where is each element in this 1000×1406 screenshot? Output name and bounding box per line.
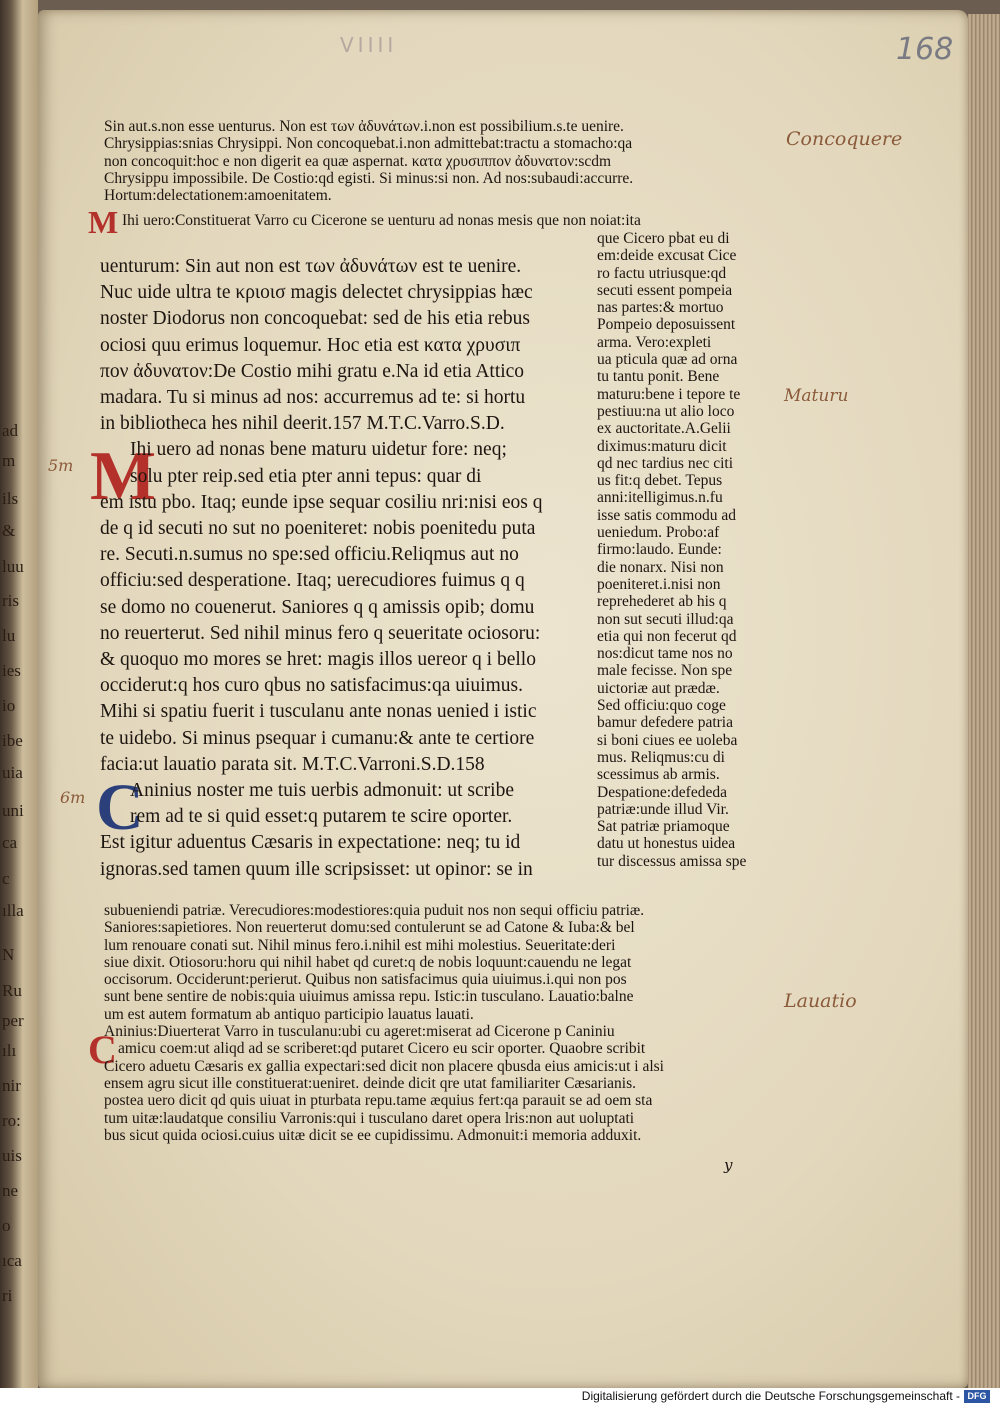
left-page-fragment: uis xyxy=(2,1146,22,1165)
commentary-line: postea uero dicit qd quis uiuat in pturbata repu.tame æquius fert:qa parauit se ad oem sta xyxy=(104,1092,653,1110)
left-page-fragment: uni xyxy=(2,801,24,820)
left-page-fragment: ris xyxy=(2,591,19,610)
commentary-line: siue dixit. Otiosoru:horu qui nihil habet qd curet:q de nobis loquunt:cauendu ne legat xyxy=(104,953,632,971)
commentary-intro-line xyxy=(122,212,782,229)
left-page-fragment: lu xyxy=(2,626,16,645)
text-line: Ihi uero ad nonas bene maturu uidetur fore: neq; xyxy=(130,439,507,461)
left-page-fragment: io xyxy=(2,696,16,715)
text-line: te uidebo. Si minus psequar i cumanu:& ante te certiore xyxy=(100,727,535,749)
commentary-line: Hortum:delectationem:amoenitatem. xyxy=(104,187,332,205)
side-commentary-line: datu ut honestus uidea xyxy=(597,835,736,853)
footer-credit: Digitalisierung gefördert durch die Deutsche Forschungsgemeinschaft - xyxy=(581,1389,960,1403)
marginal-note-concoquere: Concoquere xyxy=(786,128,903,150)
left-page-fragments xyxy=(0,0,36,1388)
side-commentary-line: diximus:maturu dicit xyxy=(597,437,727,455)
side-commentary-line: em:deide excusat Cice xyxy=(597,247,737,265)
side-commentary-line: Pompeio deposuissent xyxy=(597,316,736,334)
text-line: solu pter reip.sed etia pter anni tepus: quar di xyxy=(130,465,482,487)
commentary-line: ensem agru sicut ille constituerat:ueniret. deinde dicit qre utat familiariter Cæsarianis. xyxy=(104,1074,636,1092)
left-page-fragment: ılla xyxy=(2,901,24,920)
left-page-fragment: luu xyxy=(2,557,24,576)
left-page-fragment: o xyxy=(2,1216,11,1235)
text-line: rem ad te si quid esset:q putarem te scire oporter. xyxy=(130,806,513,828)
left-page-fragment: ro: xyxy=(2,1111,21,1130)
folio-number: 168 xyxy=(896,32,954,67)
commentary-line: Sin aut.s.non esse uenturus. Non est των ἀδυνάτων.i.non est possibilium.s.te uenire. xyxy=(104,118,624,135)
left-page-fragment: m xyxy=(2,451,16,470)
text-line: in bibliotheca hes nihil deerit.157 M.T.C.Varro.S.D. xyxy=(100,413,505,435)
commentary-line: lum renouare conati sut. Nihil minus fero.i.nihil est mihi molestius. Seueritate:deri xyxy=(104,936,616,954)
side-commentary-line: secuti essent pompeia xyxy=(597,281,733,299)
commentary-line: Aninius:Diuerterat Varro in tusculanu:ubi cu ageret:miserat ad Cicerone p Caniniu xyxy=(104,1023,615,1041)
side-commentary-line: scessimus ab armis. xyxy=(597,766,720,784)
initial-c-commentary: C xyxy=(88,1027,117,1072)
text-line: Mihi si spatiu fuerit i tusculanu ante nonas uenied i istic xyxy=(100,701,537,723)
side-commentary-line: us fit:q debet. Tepus xyxy=(597,472,723,490)
text-line: Nuc uide ultra te κριοισ magis delectet chrysippias hæc xyxy=(100,282,533,304)
side-commentary-line: tur discessus amissa spe xyxy=(597,852,747,870)
side-commentary-line: uictoriæ aut prædæ. xyxy=(597,679,720,697)
side-commentary-line: maturu:bene i tepore te xyxy=(597,385,741,403)
side-commentary-line: Sed officiu:quo coge xyxy=(597,697,726,715)
text-line: re. Secuti.n.sumus no spe:sed officiu.Reliqmus aut no xyxy=(100,544,519,566)
side-commentary-line: ro factu utriusque:qd xyxy=(597,264,727,282)
marginal-number-5: 5m xyxy=(48,456,74,475)
side-commentary-line: anni:itelligimus.n.fu xyxy=(597,489,723,507)
text-line: facia:ut lauatio parata sit. M.T.C.Varroni.S.D.158 xyxy=(100,753,485,775)
text-line: Est igitur aduentus Cæsaris in expectatione: neq; tu id xyxy=(100,832,521,854)
left-page-fragment: ies xyxy=(2,661,21,680)
text-line: noster Diodorus non concoquebat: sed de his etia rebus xyxy=(100,308,530,330)
side-commentary-line: arma. Vero:expleti xyxy=(597,333,712,351)
side-commentary-line: etia qui non fecerut qd xyxy=(597,627,737,645)
intro-line-text: Ihi uero:Constituerat Varro cu Cicerone se uenturu ad nonas mesis que non noiat:ita xyxy=(122,212,641,229)
text-line: πον ἀδυνατον:De Costio mihi gratu e.Na id etia Attico xyxy=(100,360,525,382)
left-page-fragment: ne xyxy=(2,1181,19,1200)
commentary-top xyxy=(104,118,784,204)
side-commentary-line: patriæ:unde illud Vir. xyxy=(597,800,729,818)
commentary-line: tum uitæ:laudatque consiliu Varronis:qui i tusculano daret opera lris:non aut uoluptati xyxy=(104,1109,635,1127)
side-commentary-line: reprehederet ab his q xyxy=(597,593,727,611)
dfg-logo: DFG xyxy=(964,1390,990,1403)
text-line: ignoras.sed tamen quum ille scripsisset: ut opinor: se in xyxy=(100,858,533,880)
side-commentary-line: ex auctoritate.A.Gelii xyxy=(597,420,731,438)
side-commentary-line: die nonarx. Nisi non xyxy=(597,558,724,576)
initial-c-main: C xyxy=(96,771,144,844)
text-line: uenturum: Sin aut non est των ἀδυνάτων est te uenire. xyxy=(100,256,522,277)
text-line: no reuerterut. Sed nihil minus fero q seueritate ociosoru: xyxy=(100,622,541,644)
signature-mark: VIIII xyxy=(340,33,398,57)
side-commentary-line: male fecisse. Non spe xyxy=(597,662,733,680)
left-page-fragment: Ru xyxy=(2,981,22,1000)
side-commentary-line: que Cicero pbat eu di xyxy=(597,230,730,247)
side-commentary-line: firmo:laudo. Eunde: xyxy=(597,541,722,559)
side-commentary-line: non sut secuti illud:qa xyxy=(597,610,734,628)
marginal-number-6: 6m xyxy=(60,788,86,807)
left-page-fragment: ils xyxy=(2,489,19,508)
side-commentary-line: poeniteret.i.nisi non xyxy=(597,575,721,593)
commentary-line: non concoquit:hoc e non digerit ea quæ aspernat. κατα χρυσιππον ἀδυνατον:scdm xyxy=(104,152,612,170)
initial-m-main: M xyxy=(90,438,157,515)
commentary-line: bus sicut quida ociosi.cuius uitæ dicit se ee cupidissimu. Admonuit:i memoria adduxit. xyxy=(104,1126,642,1144)
commentary-line: occisorum. Occiderunt:perierut. Quibus non satisfacimus quia uiuimus.i.qui non pos xyxy=(104,971,627,989)
left-page-fragment: N xyxy=(2,945,15,964)
left-page-fragment: uia xyxy=(2,763,23,782)
marginal-note-lauatio: Lauatio xyxy=(784,990,857,1012)
side-commentary-line: nos:dicut tame nos no xyxy=(597,645,733,663)
commentary-line: subueniendi patriæ. Verecudiores:modestiores:quia puduit nos non sequi officiu patriæ. xyxy=(104,902,645,919)
text-line: madara. Tu si minus ad nos: accurremus ad te: si hortu xyxy=(100,387,526,409)
left-page-fragment: nir xyxy=(2,1076,21,1095)
commentary-bottom xyxy=(104,902,776,1144)
text-line: se domo no couenerut. Saniores q q amissis opib; domu xyxy=(100,596,535,618)
initial-m-intro: M xyxy=(88,204,119,240)
text-line: & quoquo mo mores se hret: magis illos uereor q i bello xyxy=(100,649,536,671)
side-commentary-line: pestiuu:na ut alio loco xyxy=(597,402,735,420)
catchword: y xyxy=(724,1156,733,1174)
page-stack-edge xyxy=(968,14,1000,1388)
left-page-fragment: ibe xyxy=(2,731,23,750)
left-page-fragment: ıca xyxy=(2,1251,22,1270)
text-line: em istu pbo. Itaq; eunde ipse sequar cosiliu nri:nisi eos q xyxy=(100,491,543,513)
side-commentary-line: ueniedum. Probo:af xyxy=(597,524,720,542)
side-commentary-line: qd nec tardius nec citi xyxy=(597,454,734,472)
side-commentary-line: ua pticula quæ ad orna xyxy=(597,351,738,369)
left-page-fragment: ca xyxy=(2,833,18,852)
text-line: de q id secuti no sut no poeniteret: nobis poenitedu puta xyxy=(100,518,536,540)
footer-bar xyxy=(0,1388,1000,1406)
text-line: ociosi quu erimus loquemur. Hoc etia est κατα χρυσιπ xyxy=(100,334,521,356)
commentary-line: Saniores:sapietiores. Non reuerterut domu:sed contulerunt se ad Catone & Iuba:& bel xyxy=(104,919,635,937)
commentary-line: Chrysippias:snias Chrysippi. Non concoquebat.i.non admittebat:tractu a stomacho:qa xyxy=(104,135,633,153)
commentary-line: Cicero aduetu Cæsaris ex gallia expectari:sed dicit non placere qbusda eius amicis:ut i alsi xyxy=(104,1057,664,1075)
side-commentary-line: mus. Reliqmus:cu di xyxy=(597,748,725,766)
left-page-fragment: c xyxy=(2,869,10,888)
side-commentary-line: Sat patriæ priamoque xyxy=(597,818,730,836)
side-commentary-line: si boni ciues ee uoleba xyxy=(597,731,738,749)
text-line: officiu:sed desperatione. Itaq; uerecudiores fuimus q q xyxy=(100,570,525,592)
left-page-fragment: per xyxy=(2,1011,24,1030)
left-page-fragment: ri xyxy=(2,1286,13,1305)
commentary-line: um est autem formatum ab antiquo participio lauatus lauati. xyxy=(104,1005,474,1023)
side-commentary-line: isse satis commodu ad xyxy=(597,506,737,524)
commentary-line: amicu coem:ut aliqd ad se scriberet:qd putaret Cicero eu scir oporter. Quaobre scribit xyxy=(118,1040,646,1058)
side-commentary-line: tu tantu ponit. Bene xyxy=(597,368,720,386)
marginal-note-maturu: Maturu xyxy=(784,386,849,406)
left-page-fragment: ad xyxy=(2,421,19,440)
commentary-line: Chrysippu impossibile. De Costio:qd egisti. Si minus:si non. Ad nos:subaudi:accurre. xyxy=(104,169,634,187)
main-text xyxy=(100,254,586,883)
left-page-fragment: ılı xyxy=(2,1041,17,1060)
side-commentary-line: nas partes:& mortuo xyxy=(597,299,724,317)
side-commentary-line: bamur defedere patria xyxy=(597,714,733,732)
text-line: occiderut:q hos curo qbus no satisfacimus:qa uiuimus. xyxy=(100,675,523,697)
side-commentary-line: Despatione:defededa xyxy=(597,783,727,801)
text-line: Aninius noster me tuis uerbis admonuit: ut scribe xyxy=(130,780,514,802)
commentary-line: sunt bene sentire de nobis:quia uiuimus amissa repu. Istic:in tusculano. Lauatio:balne xyxy=(104,988,634,1006)
left-page-fragment: & xyxy=(2,521,16,540)
side-commentary xyxy=(597,230,775,870)
